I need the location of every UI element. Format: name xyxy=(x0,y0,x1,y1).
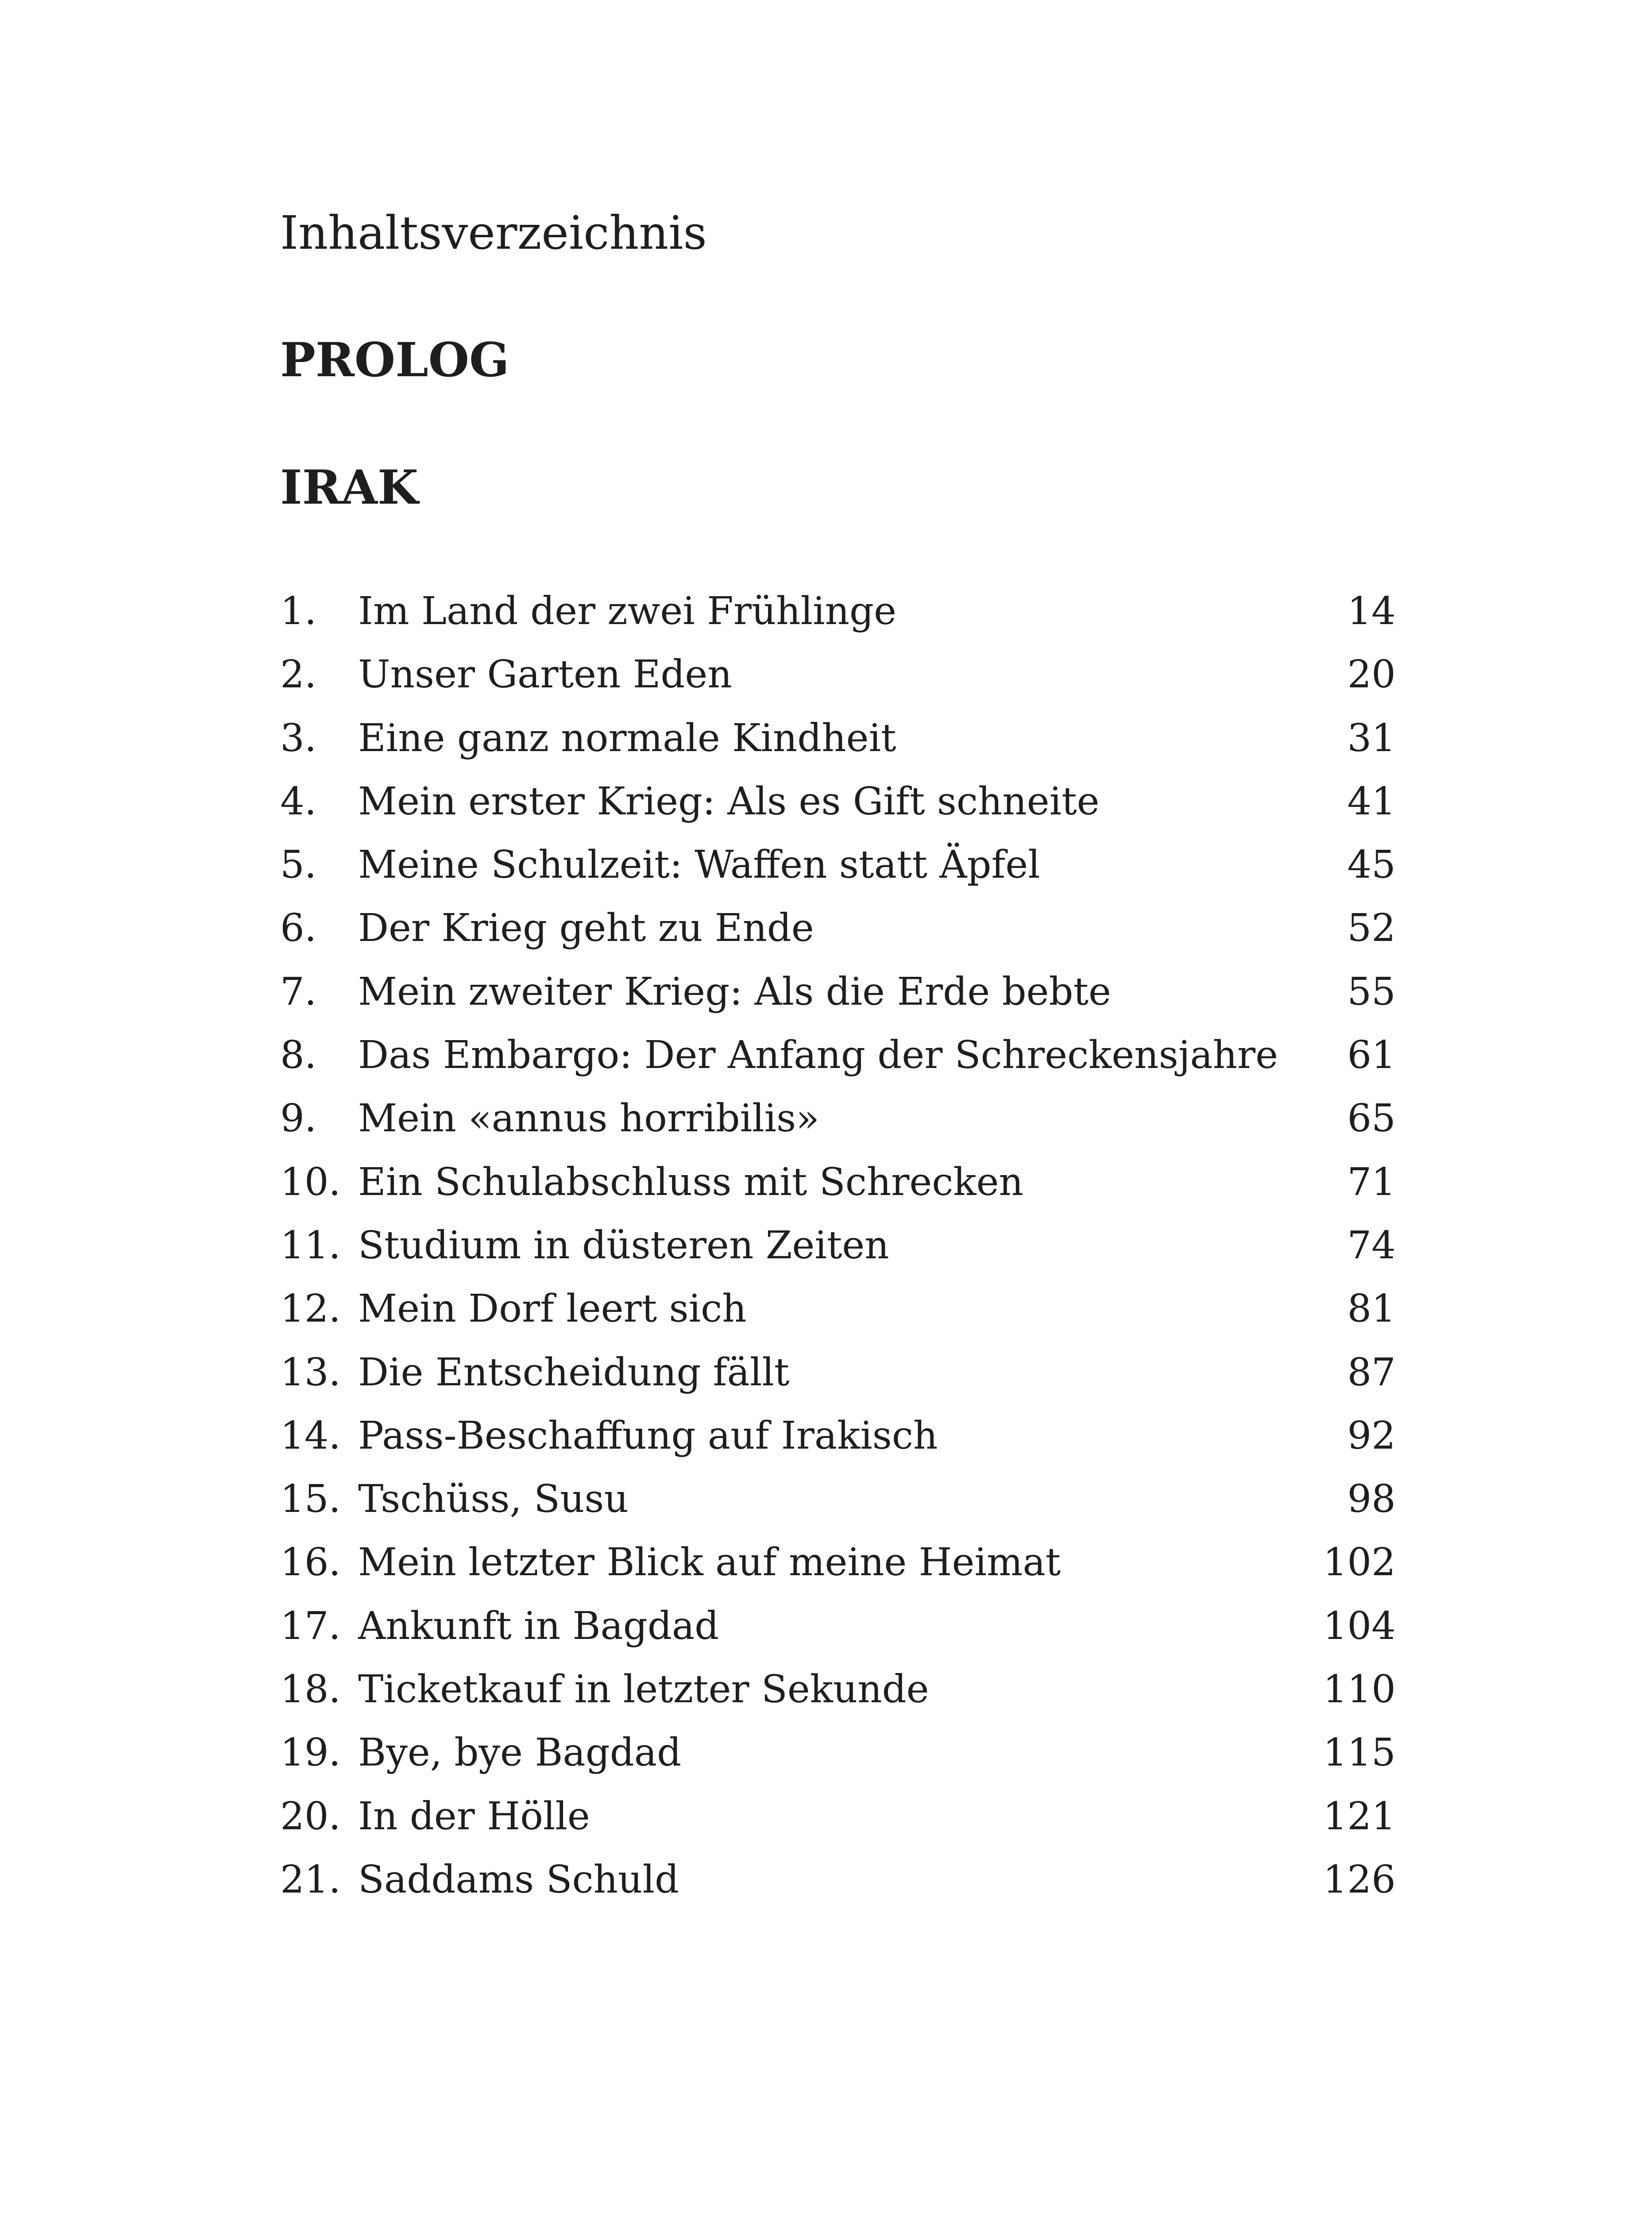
toc-entry-title: Mein letzter Blick auf meine Heimat xyxy=(358,1540,1061,1585)
toc-entry[interactable] xyxy=(280,1033,1396,1099)
toc-entry[interactable] xyxy=(280,1287,1396,1353)
toc-entry-title: Studium in düsteren Zeiten xyxy=(358,1223,889,1268)
toc-entry-title: Der Krieg geht zu Ende xyxy=(358,906,814,951)
toc-entry-page: 92 xyxy=(1347,1413,1396,1458)
toc-entry[interactable] xyxy=(280,906,1396,972)
toc-entry[interactable] xyxy=(280,779,1396,846)
toc-entry[interactable] xyxy=(280,1350,1396,1417)
toc-entry-page: 98 xyxy=(1347,1477,1396,1522)
toc-entry-number: 17. xyxy=(280,1604,341,1648)
toc-entry-page: 41 xyxy=(1347,779,1396,824)
toc-entry-page: 71 xyxy=(1347,1160,1396,1204)
section-heading-prolog: PROLOG xyxy=(280,332,509,387)
toc-entry-number: 16. xyxy=(280,1540,341,1585)
toc-entry-number: 10. xyxy=(280,1160,341,1204)
toc-entry-number: 8. xyxy=(280,1033,317,1078)
toc-entry-page: 81 xyxy=(1347,1287,1396,1331)
toc-entry-title: Saddams Schuld xyxy=(358,1857,679,1902)
toc-entry[interactable] xyxy=(280,716,1396,783)
toc-entry-number: 4. xyxy=(280,779,317,824)
toc-entry-number: 2. xyxy=(280,652,317,697)
toc-entry-page: 31 xyxy=(1347,716,1396,760)
toc-entry-page: 61 xyxy=(1347,1033,1396,1078)
toc-entry-title: Ticketkauf in letzter Sekunde xyxy=(358,1667,929,1712)
toc-entry-number: 20. xyxy=(280,1794,341,1839)
toc-entry-page: 104 xyxy=(1323,1604,1396,1648)
toc-list xyxy=(280,589,1396,1924)
toc-entry-title: Die Entscheidung fällt xyxy=(358,1350,790,1395)
toc-entry[interactable] xyxy=(280,1857,1396,1924)
toc-entry-page: 126 xyxy=(1323,1857,1396,1902)
toc-entry-title: Mein zweiter Krieg: Als die Erde bebte xyxy=(358,969,1112,1014)
toc-entry-title: Mein «annus horribilis» xyxy=(358,1096,819,1141)
section-heading-irak: IRAK xyxy=(280,459,419,515)
toc-entry[interactable] xyxy=(280,843,1396,909)
toc-entry-title: Bye, bye Bagdad xyxy=(358,1731,682,1775)
toc-entry[interactable] xyxy=(280,969,1396,1036)
toc-entry[interactable] xyxy=(280,589,1396,655)
toc-entry-page: 102 xyxy=(1323,1540,1396,1585)
toc-entry-page: 45 xyxy=(1347,843,1396,887)
toc-entry-number: 13. xyxy=(280,1350,341,1395)
toc-entry[interactable] xyxy=(280,1667,1396,1734)
toc-entry-number: 7. xyxy=(280,969,317,1014)
toc-entry-title: Meine Schulzeit: Waffen statt Äpfel xyxy=(358,843,1040,887)
toc-entry-number: 18. xyxy=(280,1667,341,1712)
toc-entry-title: Tschüss, Susu xyxy=(358,1477,629,1522)
toc-entry-number: 5. xyxy=(280,843,317,887)
toc-entry[interactable] xyxy=(280,1413,1396,1480)
toc-entry[interactable] xyxy=(280,1604,1396,1670)
toc-entry-number: 21. xyxy=(280,1857,341,1902)
toc-entry-title: Das Embargo: Der Anfang der Schreckensjahre xyxy=(358,1033,1278,1078)
toc-entry-page: 115 xyxy=(1323,1731,1396,1775)
toc-entry-page: 74 xyxy=(1347,1223,1396,1268)
toc-entry[interactable] xyxy=(280,1731,1396,1797)
toc-entry-number: 6. xyxy=(280,906,317,951)
toc-entry-title: Mein erster Krieg: Als es Gift schneite xyxy=(358,779,1100,824)
toc-entry-page: 14 xyxy=(1347,589,1396,633)
toc-entry-number: 11. xyxy=(280,1223,341,1268)
toc-entry[interactable] xyxy=(280,1096,1396,1163)
toc-entry-page: 121 xyxy=(1323,1794,1396,1839)
toc-entry-number: 3. xyxy=(280,716,317,760)
toc-entry-title: Pass-Beschaffung auf Irakisch xyxy=(358,1413,938,1458)
toc-entry[interactable] xyxy=(280,1540,1396,1607)
toc-entry-page: 20 xyxy=(1347,652,1396,697)
toc-entry[interactable] xyxy=(280,1477,1396,1543)
toc-entry-title: Unser Garten Eden xyxy=(358,652,732,697)
toc-entry[interactable] xyxy=(280,1794,1396,1861)
toc-entry-page: 65 xyxy=(1347,1096,1396,1141)
toc-entry-title: Ankunft in Bagdad xyxy=(358,1604,719,1648)
toc-entry-title: Im Land der zwei Frühlinge xyxy=(358,589,896,633)
toc-entry-title: In der Hölle xyxy=(358,1794,590,1839)
toc-entry-title: Ein Schulabschluss mit Schrecken xyxy=(358,1160,1023,1204)
toc-entry-number: 12. xyxy=(280,1287,341,1331)
toc-title: Inhaltsverzeichnis xyxy=(280,206,707,260)
toc-entry-title: Mein Dorf leert sich xyxy=(358,1287,747,1331)
toc-entry-number: 9. xyxy=(280,1096,317,1141)
toc-entry[interactable] xyxy=(280,1223,1396,1290)
toc-entry-number: 15. xyxy=(280,1477,341,1522)
toc-entry-number: 19. xyxy=(280,1731,341,1775)
toc-entry-page: 55 xyxy=(1347,969,1396,1014)
toc-entry-page: 110 xyxy=(1323,1667,1396,1712)
toc-entry[interactable] xyxy=(280,1160,1396,1226)
toc-entry-page: 52 xyxy=(1347,906,1396,951)
toc-entry[interactable] xyxy=(280,652,1396,719)
toc-entry-title: Eine ganz normale Kindheit xyxy=(358,716,896,760)
toc-entry-number: 1. xyxy=(280,589,317,633)
toc-entry-page: 87 xyxy=(1347,1350,1396,1395)
toc-entry-number: 14. xyxy=(280,1413,341,1458)
